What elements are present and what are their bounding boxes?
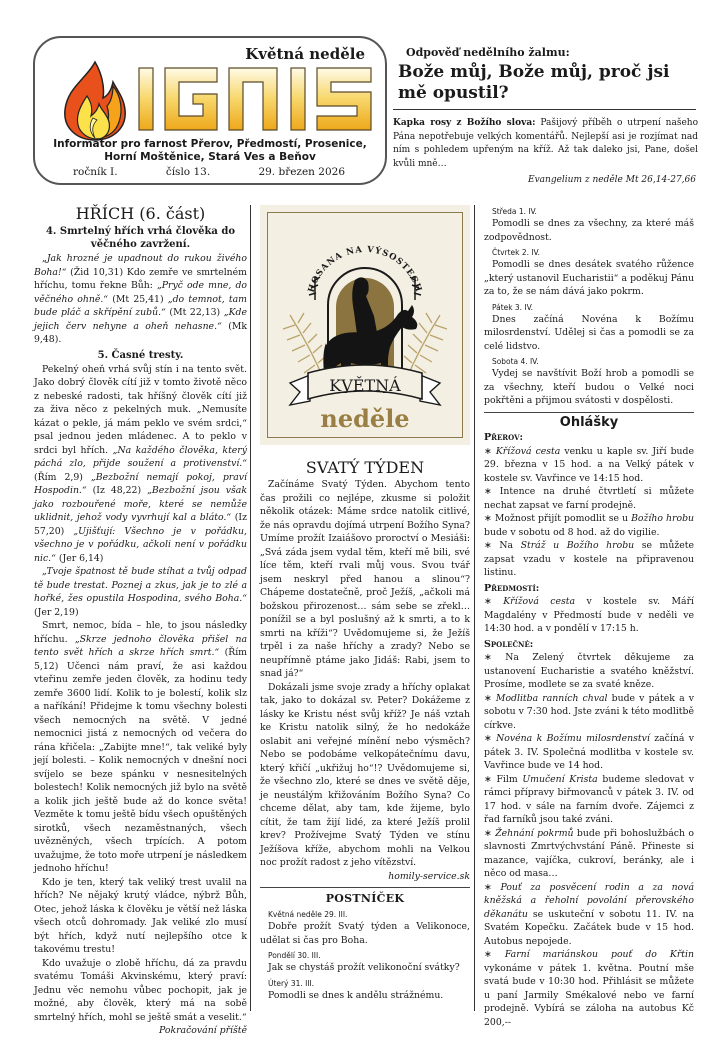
flame-icon <box>57 60 133 142</box>
palm-sunday-illustration <box>260 205 470 445</box>
fasting-day-text: Vydej se navštívit Boží hrob a pomodli se za všechny, kteří budou o Velké noci pokřtěni a přijmou svátosti v dospělosti. <box>484 368 694 406</box>
fasting-day-text: Pomodli se dnes desátek svatého růžence „který ustanovil Eucharistii“ a poděkuj Pánu za to, že se nám dává jako pokrm. <box>484 259 694 297</box>
body-text: (Řím 5,12) Učenci nám praví, že asi každou vteřinu zemře jeden člověk, za hodinu tedy zemře 3600 lidí. Kolik to je bolestí, kolik slz a naříkání! Přidejme k tomu všechny bolesti všech nemocných na světě. V jedné nemocnici jistá z nemocných od večera do rána křičela: „Zabijte mne!“, tak veliké byly její bolesti. – Kolik nemocných v dnešní noci svíjelo se beze spánku v nesnesitelných bolestech! Kolik nemocných již bylo na světě a kolik jich ještě bude až do konce světa! Vezměte k tomu ještě bídu všech opuštěných sirotků, všech nezaměstnaných, všech uvězněných, všech trpících. A potom uvažujme, že toto moře utrpení je následkem jednoho hříchu! <box>34 647 247 874</box>
quote-text: Novéna k Božímu milosrdenství <box>496 733 650 744</box>
edition-title: Květná neděle <box>245 45 365 63</box>
quote-text: Křížová cesta <box>495 445 561 457</box>
announcement-item <box>484 827 694 881</box>
quote-text: „Bezbožní nemají pokoj, praví Hospodin.“ <box>34 471 247 496</box>
arc-text: HOSANA NA VÝSOSTECH <box>306 244 424 294</box>
divider <box>484 412 694 413</box>
fasting-day-text: Dobře prožít Svatý týden a Velikonoce, udělat si čas pro Boha. <box>260 921 470 946</box>
bullet-icon: ∗ <box>484 827 496 839</box>
body-text: Pekelný oheň vrhá svůj stín i na tento svět. Jako dobrý člověk cítí již v tomto životě něco z nebeské radosti, tak hříšný člověk cítí již za živa něco z pekelných muk. „Nemusíte kázat o pekle, já mám peklo ve svém srdci,“ psal jednou jeden mládenec. A to peklo v srdci byl hřích. <box>34 363 247 456</box>
fasting-day <box>260 949 470 975</box>
body-text: bude v sobotu od 8 hod. až do vigilie. <box>484 526 660 538</box>
quote-text: Pouť za posvěcení rodin a za nová kněžská a řeholní povolání přerovského děkanátu <box>484 881 694 920</box>
fasting-day <box>484 301 694 354</box>
body-text: (Jer 2,19) <box>34 606 79 618</box>
masthead-subtitle <box>35 138 385 164</box>
announcement-item <box>484 773 694 827</box>
issue-meta <box>35 166 385 178</box>
article-subheading: 5. Časné tresty. <box>97 349 184 361</box>
banner-subtext: neděle <box>320 404 410 433</box>
quote-text: „Bezbožní jsou však jako rozbouřené moře, které se nemůže uklidnit, jehož vody vyvrhují kal a bláto.“ <box>34 485 247 523</box>
article-paragraph: Začínáme Svatý Týden. Abychom tento čas prožili co nejlépe, zkusme si položit několik otázek: Máme srdce natolik citlivé, že nás opravdu dojímá utrpení Božího Syna? Umíme prožít Izaiášovo proroctví o Mesiáši: „Svá záda jsem vydal těm, kteří mě bili, své líce těm, kteří rvali můj vous. Svou tvář jsem neskryl před hanou a slinou“? Chápeme dostatečně, proč Ježíš, „ačkoli má božskou přirozenost… sám sebe se zřekl… ponížil se a byl poslušný až k smrti, a to k smrti na kříži“? Uvědomujeme si, že Ježíš trpěl i za naše hříchy a zrady? Nebo se neupřímně ptáme jako Jidáš: Rabi, jsem to snad já?“ <box>260 479 470 679</box>
banner-text: KVĚTNÁ <box>329 376 401 395</box>
body-text: bude při bohoslužbách o slavnosti Zmrtvýchvstání Páně. Přineste si mazance, vajíčka, cukroví, beránky, ale i něco od masa… <box>484 827 695 879</box>
announcement-item <box>484 485 694 512</box>
body-text: (Mt 22,13) <box>165 307 224 318</box>
bullet-icon: ∗ <box>484 949 505 960</box>
article-paragraph <box>34 252 247 347</box>
body-text: (Řím 2,9) <box>34 471 91 483</box>
column-divider <box>474 205 475 1011</box>
fasting-day-text: Dnes začíná Novéna k Božímu milosrdenství. Udělej si čas a pomodli se za celé lidstvo. <box>484 313 694 352</box>
announcement-item <box>484 445 694 486</box>
body-text: Na <box>499 540 521 551</box>
announcement-item <box>484 948 694 1029</box>
announcements-body <box>484 431 694 1029</box>
palm-sunday-image <box>260 205 470 445</box>
fasting-day-label: Pondělí 30. III. <box>268 950 321 960</box>
psalm-response: Bože můj, Bože můj, proč jsi mě opustil? <box>398 62 670 103</box>
quote-text: Božího hrobu <box>631 513 695 524</box>
quote-text: „do temnot, tam bude pláč a skřípění zubů.“ <box>34 293 247 318</box>
fasting-day <box>484 355 694 408</box>
fasting-day-label: Úterý 31. III. <box>268 977 315 988</box>
bullet-icon: ∗ <box>484 692 496 704</box>
quote-text: „Kde jejich červ nehyne a oheň nehasne.“ <box>34 307 247 332</box>
bullet-icon: ∗ <box>484 733 497 744</box>
article-title: SVATÝ TÝDEN <box>305 458 425 477</box>
body-text: (Mk 9,48). <box>34 320 247 345</box>
announcements-column <box>484 205 694 1029</box>
announcement-item <box>484 651 694 692</box>
announcement-section-heading: Společné: <box>484 638 534 650</box>
quote-text: Farní mariánskou pouť do Křtin <box>504 949 694 960</box>
column-divider <box>250 205 251 1011</box>
subtitle-line-2: Horní Moštěnice, Stará Ves a Beňov <box>104 151 316 163</box>
dew-of-word <box>393 117 698 171</box>
fasting-day-text: Pomodli se dnes za všechny, za které máš zodpovědnost. <box>484 218 694 243</box>
ignis-logo <box>135 64 375 134</box>
bullet-icon: ∗ <box>484 513 495 524</box>
fasting-day-label: Sobota 4. IV. <box>492 356 539 366</box>
fasting-day <box>484 246 694 299</box>
fasting-day <box>484 205 694 244</box>
bullet-icon: ∗ <box>484 773 497 785</box>
fasting-day-label: Pátek 3. IV. <box>492 301 534 312</box>
announcement-item <box>484 732 694 773</box>
body-text: (Mt 25,41) <box>108 293 168 305</box>
body-text: (Jer 6,14) <box>55 552 104 564</box>
fasting-day-text: Jak se chystáš prožít velikonoční svátky? <box>268 962 460 973</box>
divider <box>260 887 470 888</box>
quote-text: Stráž u Božího hrobu <box>520 540 635 551</box>
quote-text: „Ujišťují: Všechno je v pořádku, všechno je v pořádku, ačkoli není v pořádku nic.“ <box>34 525 248 564</box>
announcement-item <box>484 539 694 580</box>
psalm-label: Odpověď nedělního žalmu: <box>406 46 570 59</box>
fasting-day-text: Pomodli se dnes k andělu strážnému. <box>268 989 444 1001</box>
body-text: venku u kaple sv. Jiří bude 29. března v 15 hod. a na Velký pátek v kostele sv. Vavřince ve 14:15 hod. <box>484 445 694 484</box>
quote-text: „Na každého člověka, který páchá zlo, přijde soužení a protivenství.“ <box>34 444 247 469</box>
bullet-icon: ∗ <box>484 486 500 497</box>
bullet-icon: ∗ <box>484 445 496 457</box>
fasting-day-label: Květná neděle 29. III. <box>268 909 348 919</box>
body-text: začíná v pátek 3. IV. Společná modlitba v kostele sv. Vavřince bude ve 14 hod. <box>484 733 694 771</box>
body-text: v kostele sv. Máří Magdalény v Předmostí bude v neděli ve 14:30 hod. a v pondělí v 17:15 h. <box>484 596 694 634</box>
article-paragraph: Kdo uvažuje o zlobě hříchu, dá za pravdu svatému Tomáši Akvinskému, který praví: Jednu věc nemohu vůbec pochopit, jak je možné, aby člověk, který má na sobě smrtelný hřích, mohl se ještě smát a veselit.“ <box>34 957 247 1023</box>
body-text: vykonáme v pátek 1. května. Poutní mše svatá bude v 10:30 hod. Přihlásit se můžete u paní Jarmily Smékalové nebo ve farní prodejně. Vybírá se záloha na autobus Kč 200,-- <box>484 962 694 1028</box>
body-text: Možnost přijít pomodlit se u <box>494 513 632 524</box>
article-paragraph <box>34 565 247 619</box>
quote-text: „Tvoje špatnost tě bude stíhat a tvůj odpad tě bude trestat. Poznej a zkus, jak je to zlé a hořké, žes opustila Hospodina, svého Boha.“ <box>34 566 247 604</box>
quote-text: Modlitba ranních chval <box>495 692 608 704</box>
announcement-section-heading: Přerov: <box>484 432 524 443</box>
announcement-item <box>484 595 694 636</box>
fasting-day-label: Čtvrtek 2. IV. <box>492 247 540 257</box>
quote-text: Žehnání pokrmů <box>495 827 574 839</box>
quote-text: „Pryč ode mne, do věčného ohně.“ <box>34 280 248 305</box>
announcements-title: Ohlášky <box>559 414 619 430</box>
body-text: budeme sledovat v rámci přípravy biřmovanců v pátek 3. IV. od 17 hod. v sále na farním dvoře. Zájemci z řad farníků jsou také zváni. <box>484 773 694 825</box>
fasting-title: POSTNÍČEK <box>325 892 405 905</box>
masthead <box>33 36 387 185</box>
volume: ročník I. <box>73 166 118 178</box>
body-text: Film <box>496 773 523 785</box>
article-paragraph: Dokázali jsme svoje zrady a hříchy oplakat tak, jako to dokázal sv. Peter? Dokážeme z lásky ke Kristu nést svůj kříž? Je náš vztah ke Kristu natolik silný, že ho nedokáže oslabit ani veřejné mínění nebo výsměch? Nebo se podobáme velkopátečnímu davu, který křičí „ukřižuj ho“!? Uvědomujeme si, že všechno zlo, které se dnes ve světě děje, je neustálým křižováním Božího Syna? Co chceme dělat, aby tam, kde žijeme, bylo cítit, že tam žijí lidé, za které Ježíš prolil krev? Prožívejme Svatý Týden ve stínu Ježíšova kříže, abychom mohli na Velkou noc prožít radost z jeho vítězství. <box>260 681 470 868</box>
body-text: bude v pátek a v sobotu v 7:30 hod. Jste zváni k této modlitbě církve. <box>484 692 694 731</box>
continued-note: Pokračování příště <box>159 1025 247 1036</box>
quote-text: „Skrze jednoho člověka přišel na tento svět hřích a skrze hřích smrt.“ <box>34 633 248 658</box>
body-text: (Iz 48,22) <box>86 485 148 496</box>
holy-week-column <box>260 205 470 1002</box>
quote-text: „Jak hrozné je upadnout do rukou živého Boha!“ <box>34 253 247 278</box>
bullet-icon: ∗ <box>484 652 506 663</box>
fasting-day <box>260 908 470 947</box>
body-text: se můžete zapsat vzadu v kostele na připravenou listinu. <box>484 540 694 578</box>
announcement-section-heading: Předmostí: <box>484 582 540 594</box>
dew-text: Pašijový příběh o utrpení našeho Pána nepotřebuje velkých komentářů. Nejlepší asi je rozjímat nad ním s pohledem upřeným na kříž. Až tak daleko jsi, Pane, došel kvůli mně… <box>393 118 698 169</box>
quote-text: Křížová cesta <box>503 596 576 607</box>
fasting-day-label: Středa 1. IV. <box>492 206 537 216</box>
bullet-icon: ∗ <box>484 540 500 551</box>
body-text: Smrt, nemoc, bída – hle, to jsou následky hříchu. <box>34 620 247 645</box>
body-text: (Iz 57,20) <box>34 512 247 537</box>
announcement-item <box>484 692 694 733</box>
divider <box>393 109 696 110</box>
issue-number: číslo 13. <box>165 166 211 178</box>
body-text: Na Zelený čtvrtek děkujeme za ustanovení Eucharistie a svatého kněžství. Prosíme, modlete se za svaté kněze. <box>484 652 694 690</box>
bullet-icon: ∗ <box>484 596 504 607</box>
body-text: se uskuteční v sobotu 11. IV. na Svatém Kopečku. Začátek bude v 15 hod. Autobus nepojede. <box>484 908 694 947</box>
body-text: (Žid 10,31) Kdo zemře ve smrtelném hříchu, tomu řekne Bůh: <box>34 266 247 291</box>
announcement-item <box>484 881 694 949</box>
announcement-item <box>484 512 694 539</box>
article-paragraph: Kdo je ten, který tak veliký trest uvalil na hřích? Ne nějaký krutý vládce, nýbrž Bůh, Otec, jehož láska k člověku je větší než láska všech otců dohromady. Jak veliké zlo musí být hřích, když nutí nejlepšího otce k takovému trestu! <box>34 876 247 955</box>
fasting-day <box>260 977 470 1003</box>
article-paragraph <box>34 619 247 876</box>
issue-date: 29. březen 2026 <box>258 166 345 178</box>
gospel-reference: Evangelium z neděle Mt 26,14-27,66 <box>528 175 696 185</box>
body-text: Intence na druhé čtvrtletí si můžete nechat zapsat ve farní prodejně. <box>484 486 694 511</box>
quote-text: Umučení Krista <box>522 773 598 785</box>
article-title: HŘÍCH (6. část) <box>75 204 206 223</box>
dew-lead: Kapka rosy z Božího slova: <box>393 118 536 128</box>
sin-article <box>34 205 247 1038</box>
subtitle-line-1: Informátor pro farnost Přerov, Předmostí, Prosenice, <box>53 138 367 150</box>
article-subheading: 4. Smrtelný hřích vrhá člověka do věčného zavržení. <box>45 226 236 250</box>
article-paragraph <box>34 363 247 566</box>
source-credit: homily-service.sk <box>388 870 470 882</box>
bullet-icon: ∗ <box>484 881 501 893</box>
